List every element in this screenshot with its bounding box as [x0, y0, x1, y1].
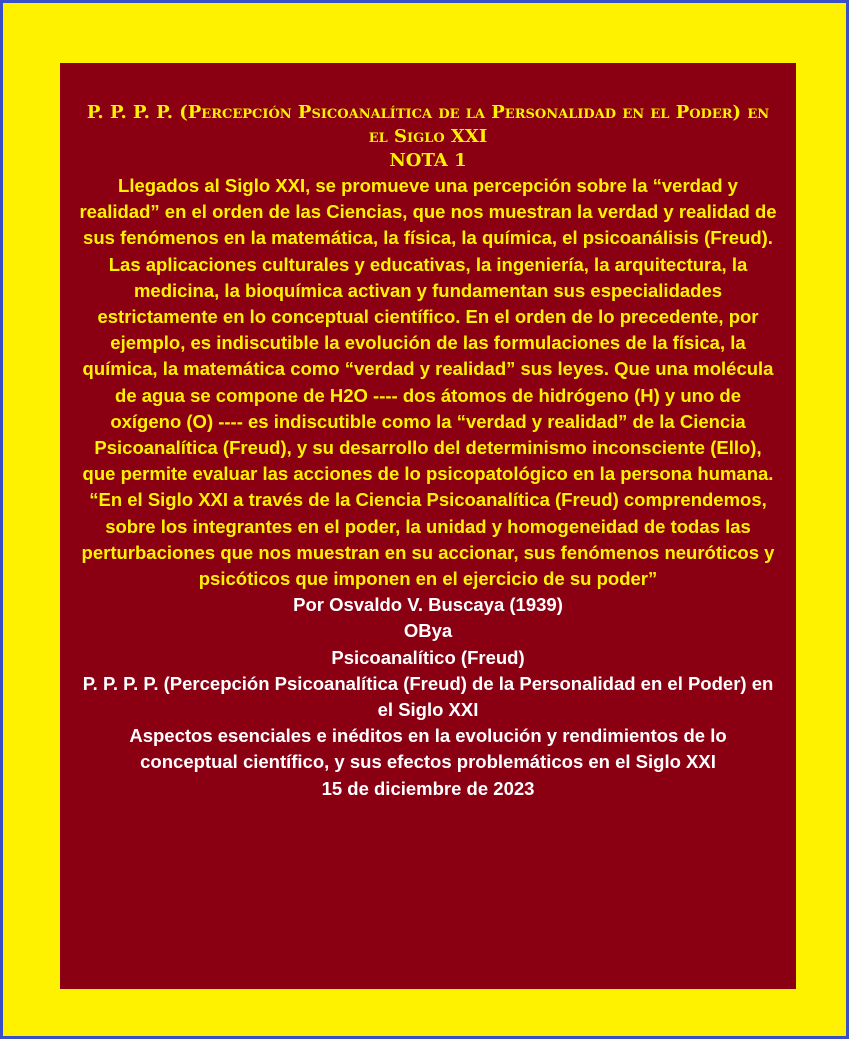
note-card — [60, 63, 796, 989]
body-paragraph: Llegados al Siglo XXI, se promueve una percepción sobre la “verdad y realidad” en el orden de las Ciencias, que nos muestran la verdad y realidad de sus fenómenos en la matemática, la física, la química, el psicoanálisis (Freud). Las aplicaciones culturales y educativas, la ingeniería, la arquitectura, la medicina, la bioquímica activan y fundamentan sus especialidades estrictamente en lo conceptual científico. En el orden de lo precedente, por ejemplo, es indiscutible la evolución de las formulaciones de la física, la química, la matemática como “verdad y realidad” sus leyes. Que una molécula de agua se compone de H2O ---- dos átomos de hidrógeno (H) y uno de oxígeno (O) ---- es indiscutible como la “verdad y realidad” de la Ciencia Psicoanalítica (Freud), y su desarrollo del determinismo inconsciente (Ello), que permite evaluar las acciones de lo psicopatológico en la persona humana. — [79, 175, 777, 485]
note-heading: P. P. P. P. (Percepción Psicoanalítica de la Personalidad en el Poder) en el Siglo XXI — [86, 102, 770, 147]
signature-alias: OBya — [403, 620, 453, 642]
signature-description: Aspectos esenciales e inéditos en la evolución y rendimientos de lo conceptual científico, y sus efectos problemáticos en el Siglo XXI — [129, 725, 727, 773]
signature-author: Por Osvaldo V. Buscaya (1939) — [293, 594, 563, 616]
signature-role: Psicoanalítico (Freud) — [331, 646, 525, 668]
signature-date: 15 de diciembre de 2023 — [321, 777, 535, 799]
signature-series: P. P. P. P. (Percepción Psicoanalítica (Freud) de la Personalidad en el Poder) en el Siglo XXI — [82, 672, 774, 721]
note-number: NOTA 1 — [389, 150, 467, 171]
body-quote: “En el Siglo XXI a través de la Ciencia Psicoanalítica (Freud) comprendemos, sobre los integrantes en el poder, la unidad y homogeneidad de todas las perturbaciones que nos muestran en su accionar, sus fenómenos neuróticos y psicóticos que imponen en el ejercicio de su poder” — [81, 489, 775, 590]
